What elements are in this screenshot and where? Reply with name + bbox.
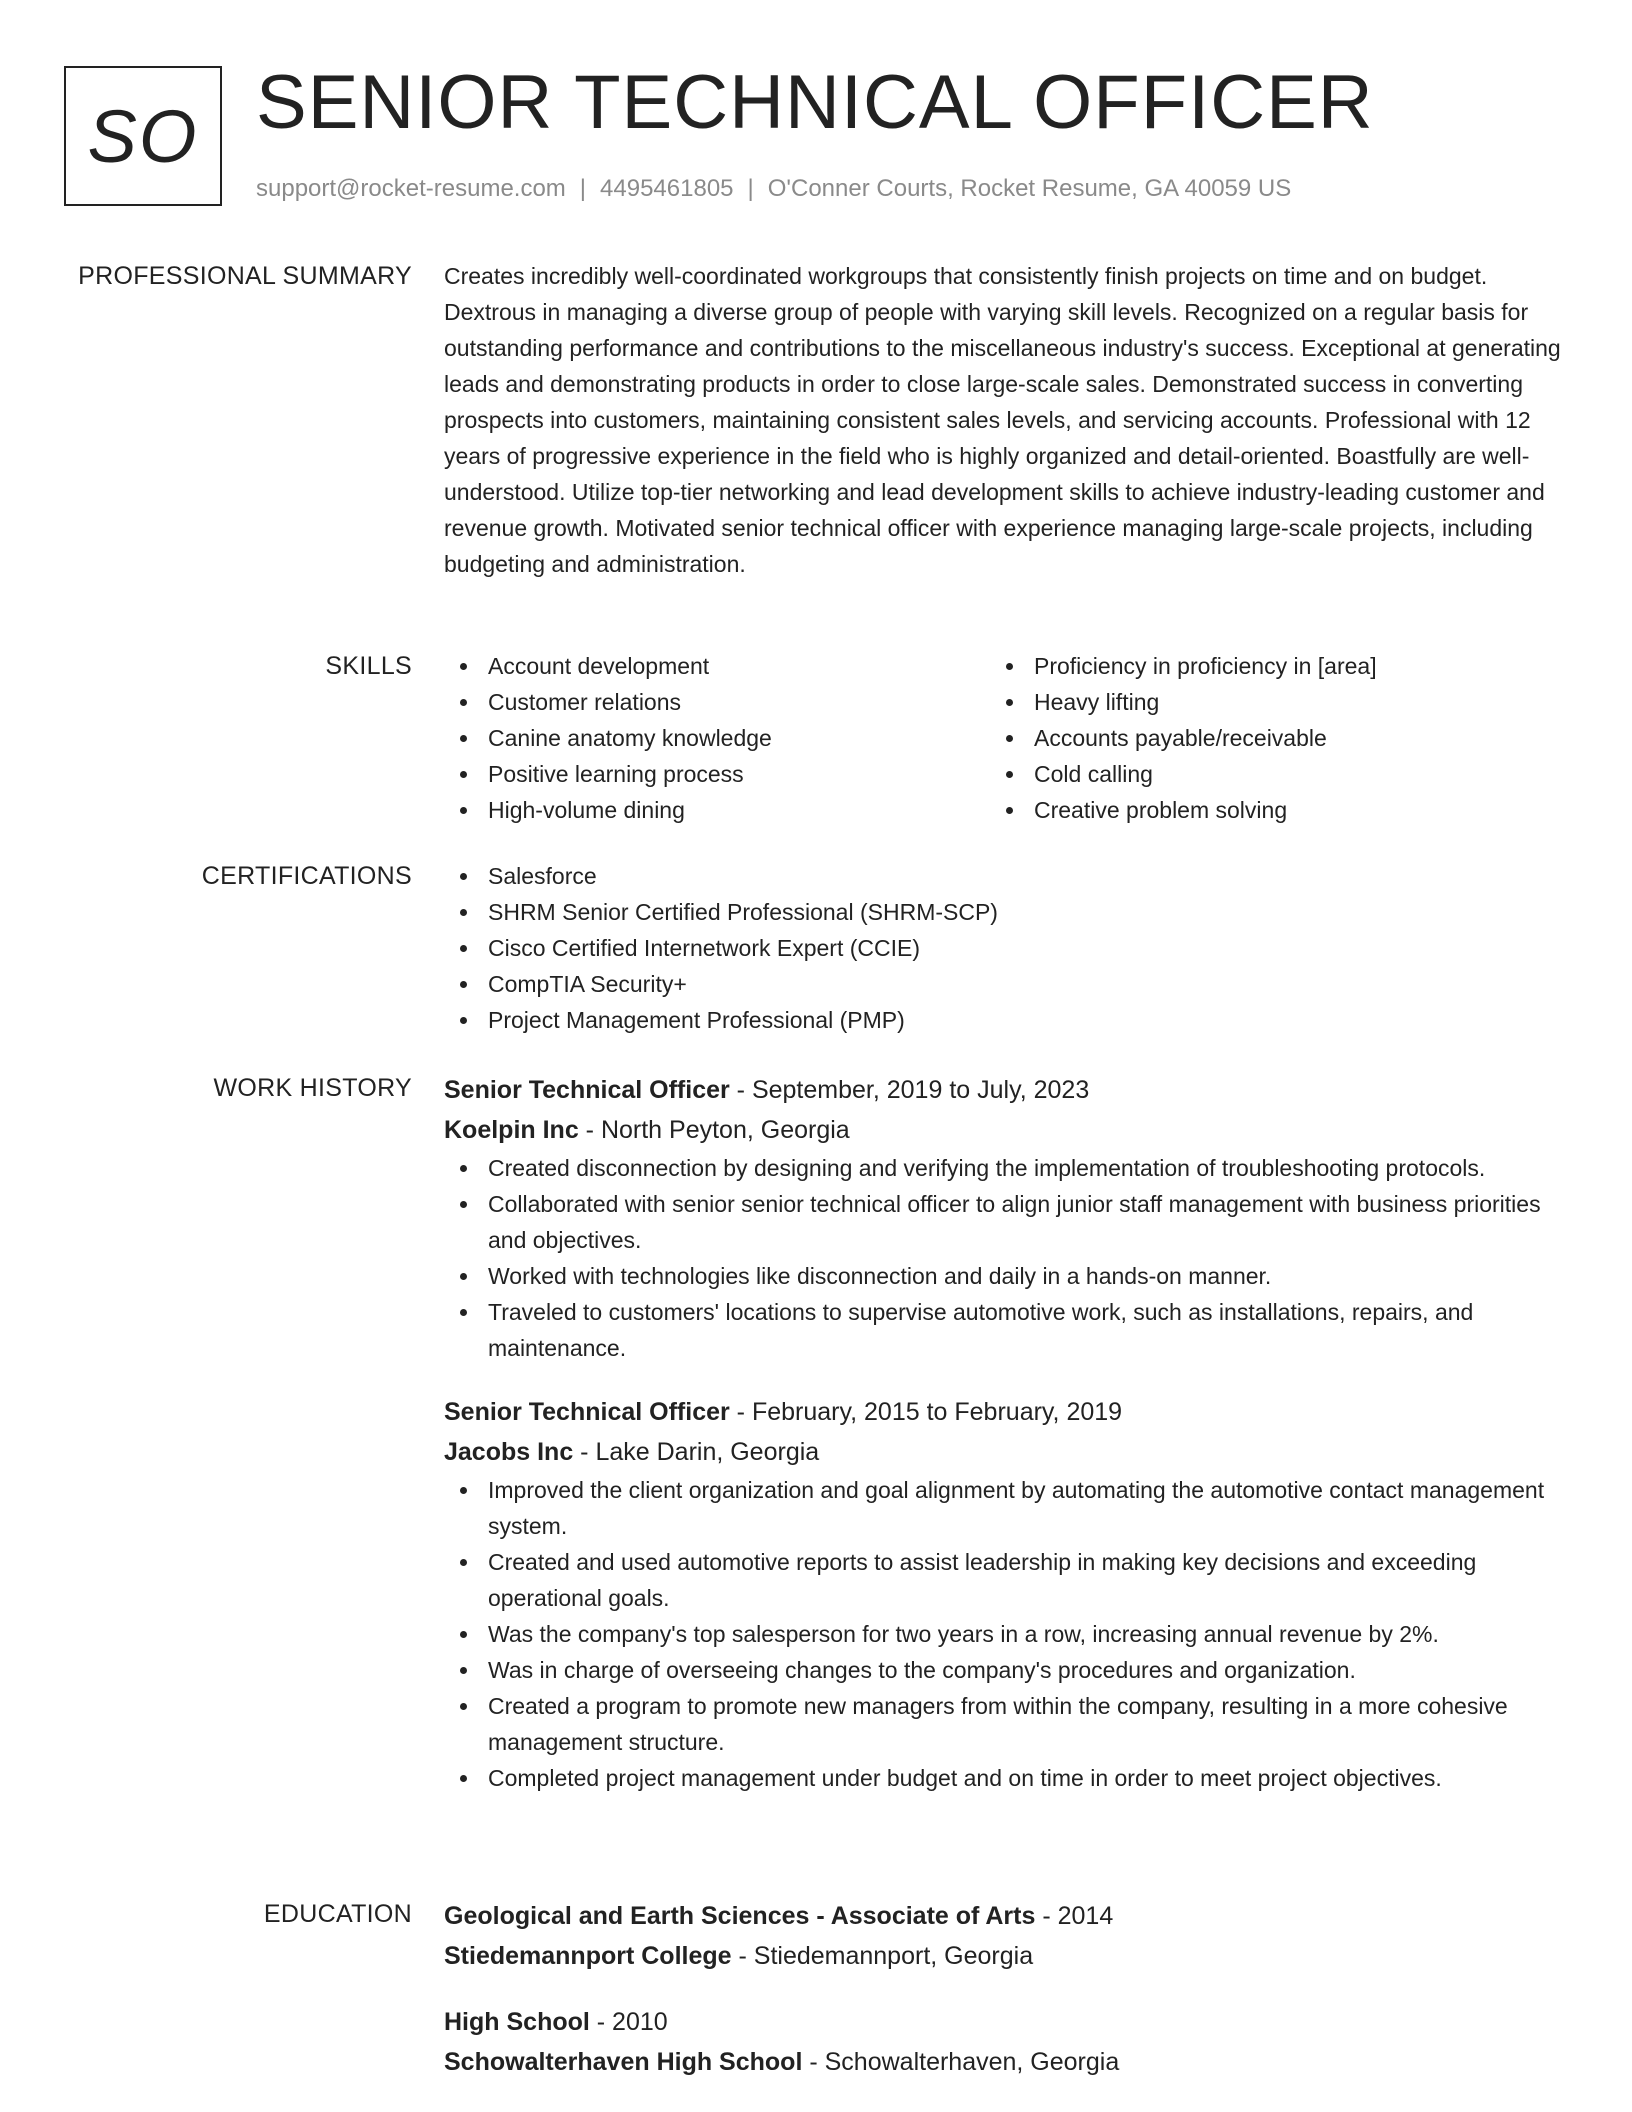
job-duty-item: Was in charge of overseeing changes to the company's procedures and organization.	[444, 1652, 1564, 1688]
monogram-text: SO	[87, 94, 199, 178]
skills-heading: SKILLS	[325, 652, 412, 680]
contact-address: O'Conner Courts, Rocket Resume, GA 40059 US	[767, 175, 1292, 202]
job-company-line	[444, 1110, 1564, 1150]
job-duties-list	[444, 1472, 1564, 1796]
skill-item: Creative problem solving	[990, 792, 1536, 828]
job-title: Senior Technical Officer	[444, 1076, 730, 1104]
education-entry	[444, 1896, 1564, 1976]
work-history-body	[444, 1070, 1564, 1822]
certification-item: CompTIA Security+	[444, 966, 1564, 1002]
job-entry	[444, 1070, 1564, 1366]
summary-body	[444, 258, 1564, 582]
job-company: Jacobs Inc	[444, 1438, 574, 1466]
job-title-line	[444, 1070, 1564, 1110]
education-location: - Stiedemannport, Georgia	[731, 1942, 1034, 1970]
job-company-line	[444, 1432, 1564, 1472]
job-duty-item: Created and used automotive reports to assist leadership in making key decisions and exceeding operational goals.	[444, 1544, 1564, 1616]
job-company: Koelpin Inc	[444, 1116, 579, 1144]
certifications-heading: CERTIFICATIONS	[201, 862, 412, 890]
job-dates: - February, 2015 to February, 2019	[729, 1398, 1123, 1426]
skill-item: Canine anatomy knowledge	[444, 720, 990, 756]
education-entry	[444, 2002, 1564, 2082]
certifications-list	[444, 858, 1564, 1038]
contact-phone[interactable]: 4495461805	[600, 175, 734, 202]
resume-title: SENIOR TECHNICAL OFFICER	[256, 60, 1374, 145]
summary-heading: PROFESSIONAL SUMMARY	[78, 262, 412, 290]
education-degree: High School	[444, 2008, 590, 2036]
skill-item: High-volume dining	[444, 792, 990, 828]
job-duty-item: Completed project management under budget and on time in order to meet project objectives.	[444, 1760, 1564, 1796]
education-location: - Schowalterhaven, Georgia	[802, 2048, 1120, 2076]
education-school-line	[444, 1936, 1564, 1976]
skills-body	[444, 648, 1564, 828]
education-degree: Geological and Earth Sciences - Associate of Arts	[444, 1902, 1036, 1930]
job-location: - Lake Darin, Georgia	[573, 1438, 820, 1466]
job-location: - North Peyton, Georgia	[578, 1116, 850, 1144]
monogram-logo	[64, 66, 222, 206]
job-duty-item: Collaborated with senior senior technical officer to align junior staff management with business priorities and objectives.	[444, 1186, 1564, 1258]
job-dates: - September, 2019 to July, 2023	[729, 1076, 1090, 1104]
contact-line	[256, 174, 1291, 204]
education-body	[444, 1896, 1564, 2108]
skill-item: Positive learning process	[444, 756, 990, 792]
contact-email[interactable]: support@rocket-resume.com	[256, 175, 566, 202]
job-duty-item: Traveled to customers' locations to supervise automotive work, such as installations, repairs, and maintenance.	[444, 1294, 1564, 1366]
skills-list-left	[444, 648, 990, 828]
summary-text: Creates incredibly well-coordinated workgroups that consistently finish projects on time and on budget. Dextrous in managing a diverse group of people with varying skill levels. Recognized on a regular basis for outstanding performance and contributions to the miscellaneous industry's success. Exceptional at generating leads and demonstrating products in order to close large-scale sales. Demonstrated success in converting prospects into customers, maintaining consistent sales levels, and servicing accounts. Professional with 12 years of progressive experience in the field who is highly organized and detail-oriented. Boastfully are well-understood. Utilize top-tier networking and lead development skills to achieve industry-leading customer and revenue growth. Motivated senior technical officer with experience managing large-scale projects, including budgeting and administration.	[444, 263, 1561, 577]
skill-item: Account development	[444, 648, 990, 684]
certification-item: Salesforce	[444, 858, 1564, 894]
job-entry	[444, 1392, 1564, 1796]
job-duty-item: Worked with technologies like disconnection and daily in a hands-on manner.	[444, 1258, 1564, 1294]
job-duty-item: Created a program to promote new managers from within the company, resulting in a more cohesive management structure.	[444, 1688, 1564, 1760]
work-history-heading: WORK HISTORY	[213, 1074, 412, 1102]
job-duty-item: Improved the client organization and goal alignment by automating the automotive contact management system.	[444, 1472, 1564, 1544]
education-degree-line	[444, 1896, 1564, 1936]
contact-separator: |	[747, 175, 754, 202]
skill-item: Customer relations	[444, 684, 990, 720]
certification-item: SHRM Senior Certified Professional (SHRM-SCP)	[444, 894, 1564, 930]
job-duties-list	[444, 1150, 1564, 1366]
education-school-line	[444, 2042, 1564, 2082]
education-year: - 2014	[1035, 1902, 1114, 1930]
skills-list-right	[990, 648, 1536, 828]
education-year: - 2010	[589, 2008, 668, 2036]
job-duty-item: Was the company's top salesperson for two years in a row, increasing annual revenue by 2%.	[444, 1616, 1564, 1652]
skill-item: Heavy lifting	[990, 684, 1536, 720]
certification-item: Cisco Certified Internetwork Expert (CCIE)	[444, 930, 1564, 966]
skill-item: Proficiency in proficiency in [area]	[990, 648, 1536, 684]
education-school: Schowalterhaven High School	[444, 2048, 803, 2076]
job-duty-item: Created disconnection by designing and verifying the implementation of troubleshooting protocols.	[444, 1150, 1564, 1186]
job-title: Senior Technical Officer	[444, 1398, 730, 1426]
education-degree-line	[444, 2002, 1564, 2042]
education-school: Stiedemannport College	[444, 1942, 732, 1970]
skills-grid	[444, 648, 1564, 828]
education-heading: EDUCATION	[263, 1900, 412, 1928]
skill-item: Cold calling	[990, 756, 1536, 792]
contact-separator: |	[579, 175, 587, 202]
job-title-line	[444, 1392, 1564, 1432]
skill-item: Accounts payable/receivable	[990, 720, 1536, 756]
certification-item: Project Management Professional (PMP)	[444, 1002, 1564, 1038]
certifications-body	[444, 858, 1564, 1038]
